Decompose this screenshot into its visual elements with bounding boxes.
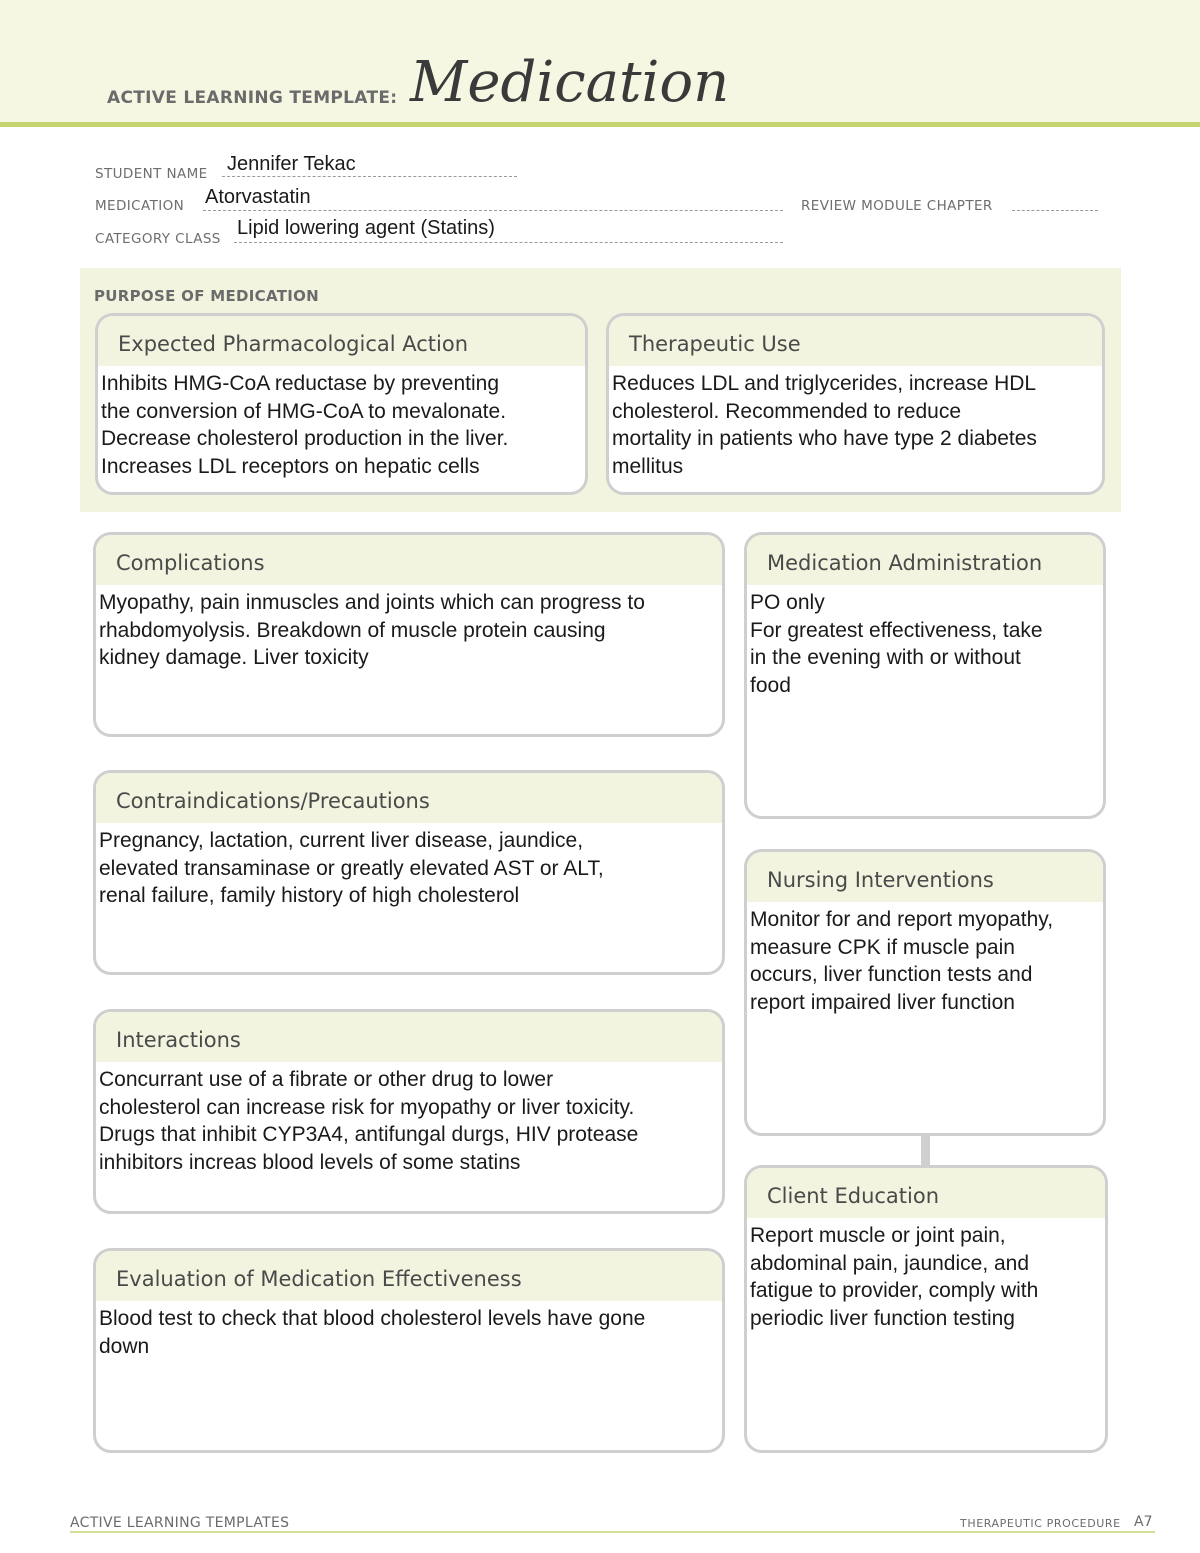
therapeutic-use-title: Therapeutic Use (609, 316, 1102, 366)
contraindications-title: Contraindications/Precautions (96, 773, 722, 823)
therapeutic-use-card (606, 313, 1105, 495)
complications-title: Complications (96, 535, 722, 585)
nursing-interventions-card (744, 849, 1106, 1136)
footer-divider (70, 1531, 1155, 1533)
student-name-label: STUDENT NAME (95, 166, 208, 182)
review-module-chapter-label: REVIEW MODULE CHAPTER (801, 198, 993, 214)
page-title: Medication (410, 50, 730, 115)
complications-text[interactable]: Myopathy, pain inmuscles and joints which can progress to rhabdomyolysis. Breakdown of muscle protein causing kidney damage. Liver toxicity (99, 591, 645, 669)
medication-line (203, 210, 783, 211)
evaluation-card (93, 1248, 725, 1453)
footer-template-name: ACTIVE LEARNING TEMPLATES (70, 1515, 290, 1531)
category-class-field[interactable]: Lipid lowering agent (Statins) (237, 217, 495, 239)
expected-action-card (95, 313, 588, 495)
category-class-line (234, 242, 783, 243)
medication-field[interactable]: Atorvastatin (205, 186, 311, 208)
client-education-card (744, 1165, 1108, 1453)
interactions-text[interactable]: Concurrant use of a fibrate or other drug to lower cholesterol can increase risk for myopathy or liver toxicity. Drugs that inhibit CYP3A4, antifungal durgs, HIV protease inhibitors increas blood levels of some statins (99, 1068, 639, 1174)
client-education-title: Client Education (747, 1168, 1105, 1218)
footer-procedure-label: THERAPEUTIC PROCEDURE (960, 1517, 1121, 1530)
review-module-chapter-line (1012, 210, 1098, 211)
evaluation-title: Evaluation of Medication Effectiveness (96, 1251, 722, 1301)
complications-card (93, 532, 725, 737)
page-number: A7 (1134, 1514, 1153, 1530)
interactions-title: Interactions (96, 1012, 722, 1062)
expected-action-title: Expected Pharmacological Action (98, 316, 585, 366)
section-connector (921, 1134, 930, 1166)
administration-title: Medication Administration (747, 535, 1103, 585)
purpose-label: PURPOSE OF MEDICATION (94, 287, 320, 305)
therapeutic-use-text[interactable]: Reduces LDL and triglycerides, increase HDL cholesterol. Recommended to reduce mortality in patients who have type 2 diabetes mellitus (612, 372, 1037, 478)
administration-text[interactable]: PO only For greatest effectiveness, take in the evening with or without food (750, 591, 1043, 697)
student-name-line (222, 176, 517, 177)
category-class-label: CATEGORY CLASS (95, 231, 221, 247)
template-label: ACTIVE LEARNING TEMPLATE: (107, 88, 398, 108)
expected-action-text[interactable]: Inhibits HMG-CoA reductase by preventing the conversion of HMG-CoA to mevalonate. Decrease cholesterol production in the liver. Increases LDL receptors on hepatic cells (101, 372, 509, 478)
administration-card (744, 532, 1106, 819)
student-name-field[interactable]: Jennifer Tekac (227, 153, 356, 175)
contraindications-card (93, 770, 725, 975)
medication-label: MEDICATION (95, 198, 185, 214)
nursing-interventions-title: Nursing Interventions (747, 852, 1103, 902)
evaluation-text[interactable]: Blood test to check that blood cholesterol levels have gone down (99, 1307, 646, 1358)
nursing-interventions-text[interactable]: Monitor for and report myopathy, measure CPK if muscle pain occurs, liver function tests and report impaired liver function (750, 908, 1054, 1014)
contraindications-text[interactable]: Pregnancy, lactation, current liver disease, jaundice, elevated transaminase or greatly elevated AST or ALT, renal failure, family history of high cholesterol (99, 829, 604, 907)
interactions-card (93, 1009, 725, 1214)
header-divider (0, 122, 1200, 127)
client-education-text[interactable]: Report muscle or joint pain, abdominal pain, jaundice, and fatigue to provider, comply with periodic liver function testing (750, 1224, 1039, 1330)
